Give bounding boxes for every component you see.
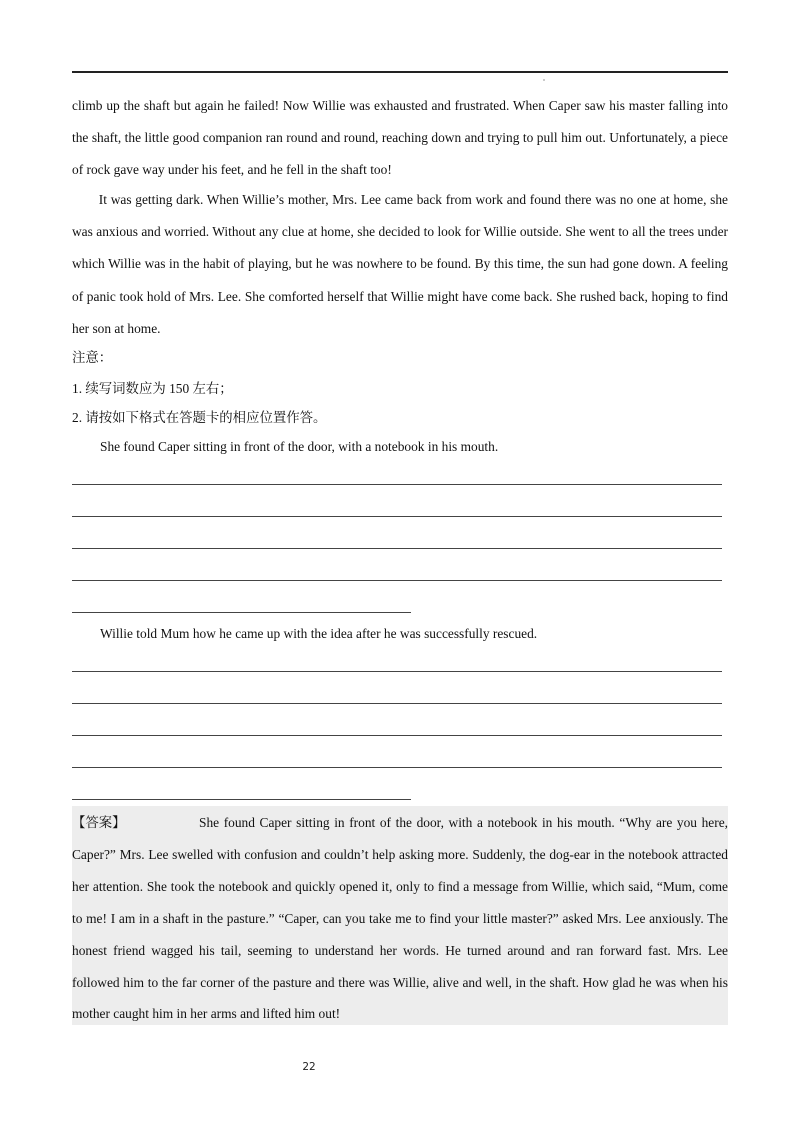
story-paragraph-1: climb up the shaft but again he failed! Now Willie was exhausted and frustrated. When Caper saw his master falling into the shaft, the little good companion ran round and round, reaching down and trying to pull him out. Unfortunately, a piece of rock gave way under his feet, and he fell in the shaft too! [72, 98, 728, 178]
header-mark [543, 79, 545, 81]
writing-line [72, 516, 722, 517]
writing-line [72, 799, 411, 800]
writing-line [72, 671, 722, 672]
notes-heading: 注意： [72, 350, 113, 365]
story-paragraph-2: It was getting dark. When Willie’s mother, Mrs. Lee came back from work and found there was no one at home, she was anxious and worried. Without any clue at home, she decided to look for Willie outside. She went to all the trees under which Willie was in the habit of playing, but he was nowhere to be found. By this time, the sun had gone down. A feeling of panic took hold of Mrs. Lee. She comforted herself that Willie might have come back. She rushed back, hoping to find her son at home. [72, 192, 728, 336]
writing-line [72, 767, 722, 768]
notes-item-1: 1. 续写词数应为 150 左右； [72, 381, 233, 396]
writing-line [72, 484, 722, 485]
writing-line [72, 580, 722, 581]
writing-line [72, 612, 411, 613]
answer-body: She found Caper sitting in front of the door, with a notebook in his mouth. “Why are you here, Caper?” Mrs. Lee swelled with confusion and couldn’t help asking more. Suddenly, the dog-ear in the notebook attracted her attention. She took the notebook and quickly opened it, only to find a message from Willie, which said, “Mum, come to me! I am in a shaft in the pasture.” “Caper, can you take me to find your little master?” asked Mrs. Lee anxiously. The honest friend wagged his tail, seeming to understand her words. He turned around and ran forward fast. Mrs. Lee followed him to the far corner of the pasture and there was Willie, alive and well, in the shaft. How glad he was when his mother caught him in her arms and lifted him out! [72, 815, 728, 1022]
writing-line [72, 548, 722, 549]
writing-line [72, 703, 722, 704]
notes-item-2: 2. 请按如下格式在答题卡的相应位置作答。 [72, 410, 327, 425]
page-number: 22 [302, 1061, 316, 1073]
answer-text [72, 807, 728, 1030]
writing-line [72, 735, 722, 736]
prompt-paragraph-2: Willie told Mum how he came up with the idea after he was successfully rescued. [100, 626, 538, 641]
header-rule [72, 71, 728, 73]
prompt-paragraph-1: She found Caper sitting in front of the door, with a notebook in his mouth. [100, 439, 499, 454]
answer-label: 【答案】 [72, 815, 126, 830]
